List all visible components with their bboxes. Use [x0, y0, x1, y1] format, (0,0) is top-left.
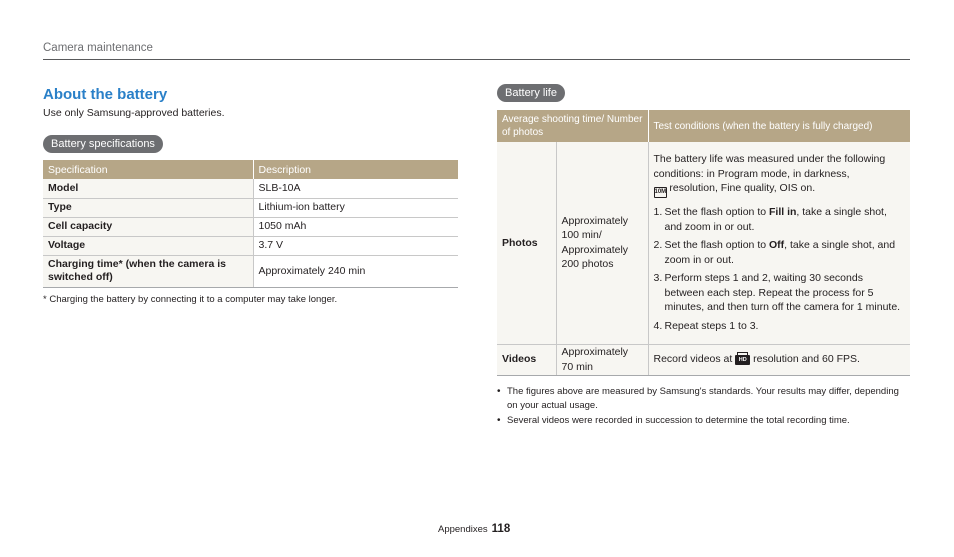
- spec-value: Approximately 240 min: [253, 255, 458, 287]
- table-row-photos: [497, 142, 910, 344]
- list-item: [654, 319, 906, 334]
- battery-spec-table: [43, 160, 458, 288]
- page-title: About the battery: [43, 86, 168, 103]
- photos-conditions-intro: [654, 152, 906, 198]
- photos-conditions-text: The battery life was measured under the following conditions: in Program mode, in darkness,: [653, 153, 886, 180]
- spec-name: Voltage: [43, 236, 253, 255]
- table-row: [43, 255, 458, 287]
- spec-value: SLB-10A: [253, 179, 458, 198]
- video-resolution-icon: [735, 352, 750, 365]
- list-item: [654, 271, 906, 315]
- step-number: 1.: [653, 206, 663, 219]
- videos-conditions-text-end: resolution and 60 FPS.: [750, 353, 860, 366]
- description-column-header: Description: [253, 160, 458, 179]
- list-item: [654, 205, 906, 234]
- battery-specifications-pill: Battery specifications: [43, 135, 163, 153]
- photo-resolution-icon: 10M: [654, 187, 667, 198]
- intro-text: Use only Samsung-approved batteries.: [43, 107, 225, 119]
- spec-name: Model: [43, 179, 253, 198]
- spec-value: 3.7 V: [253, 236, 458, 255]
- step-text-end: , take a single shot, and zoom in or out.: [664, 239, 896, 266]
- header-divider: [43, 59, 910, 60]
- videos-test-conditions: [648, 344, 910, 375]
- table-row-videos: [497, 344, 910, 375]
- page-number: 118: [491, 523, 511, 535]
- step-text: Set the flash option to: [664, 239, 769, 252]
- spec-table-header: [43, 160, 458, 179]
- video-resolution-icon-label: HD: [735, 355, 750, 365]
- test-conditions-column-header: Test conditions (when the battery is fully charged): [648, 110, 910, 142]
- battery-life-table: [497, 110, 910, 376]
- table-row: [43, 217, 458, 236]
- step-emphasis: Fill in: [769, 206, 797, 219]
- spec-column-header: Specification: [43, 160, 253, 179]
- test-steps-list: [654, 205, 906, 333]
- photos-category: Photos: [497, 142, 556, 344]
- step-number: 2.: [653, 239, 663, 252]
- table-row: [43, 179, 458, 198]
- shooting-time-column-header: Average shooting time/ Number of photos: [497, 110, 648, 142]
- page-footer: [438, 523, 510, 535]
- table-row: [43, 198, 458, 217]
- step-text: Repeat steps 1 to 3.: [664, 319, 759, 332]
- photos-conditions-text-end: resolution, Fine quality, OIS on.: [666, 182, 816, 195]
- videos-shooting-time: Approximately 70 min: [556, 344, 648, 375]
- spec-name: Charging time* (when the camera is switched off): [43, 255, 253, 287]
- spec-name: Type: [43, 198, 253, 217]
- spec-value: 1050 mAh: [253, 217, 458, 236]
- life-table-header: [497, 110, 910, 142]
- spec-name: Cell capacity: [43, 217, 253, 236]
- videos-conditions-text: Record videos at: [653, 353, 736, 366]
- step-number: 3.: [653, 272, 663, 285]
- spec-value: Lithium-ion battery: [253, 198, 458, 217]
- list-item: • The figures above are measured by Samsung's standards. Your results may differ, depending on your actual usage.: [497, 385, 910, 413]
- table-row: [43, 236, 458, 255]
- list-item: • Several videos were recorded in succession to determine the total recording time.: [497, 414, 910, 428]
- charging-footnote: * Charging the battery by connecting it to a computer may take longer.: [43, 294, 338, 305]
- photos-shooting-time: Approximately 100 min/ Approximately 200 photos: [556, 142, 648, 344]
- step-emphasis: Off: [769, 239, 785, 252]
- footer-label: Appendixes: [438, 524, 488, 535]
- photos-test-conditions: [648, 142, 910, 344]
- list-item: [654, 238, 906, 267]
- battery-life-pill: Battery life: [497, 84, 565, 102]
- videos-category: Videos: [497, 344, 556, 375]
- step-text: Perform steps 1 and 2, waiting 30 seconds between each step. Repeat the process for 5 minutes, and then turn off the camera for 1 minute.: [664, 272, 901, 314]
- header-section-label: Camera maintenance: [43, 42, 153, 54]
- step-text: Set the flash option to: [664, 206, 769, 219]
- step-text-end: , take a single shot, and zoom in or out.: [664, 206, 887, 233]
- step-number: 4.: [653, 319, 663, 332]
- battery-life-notes: [497, 385, 910, 429]
